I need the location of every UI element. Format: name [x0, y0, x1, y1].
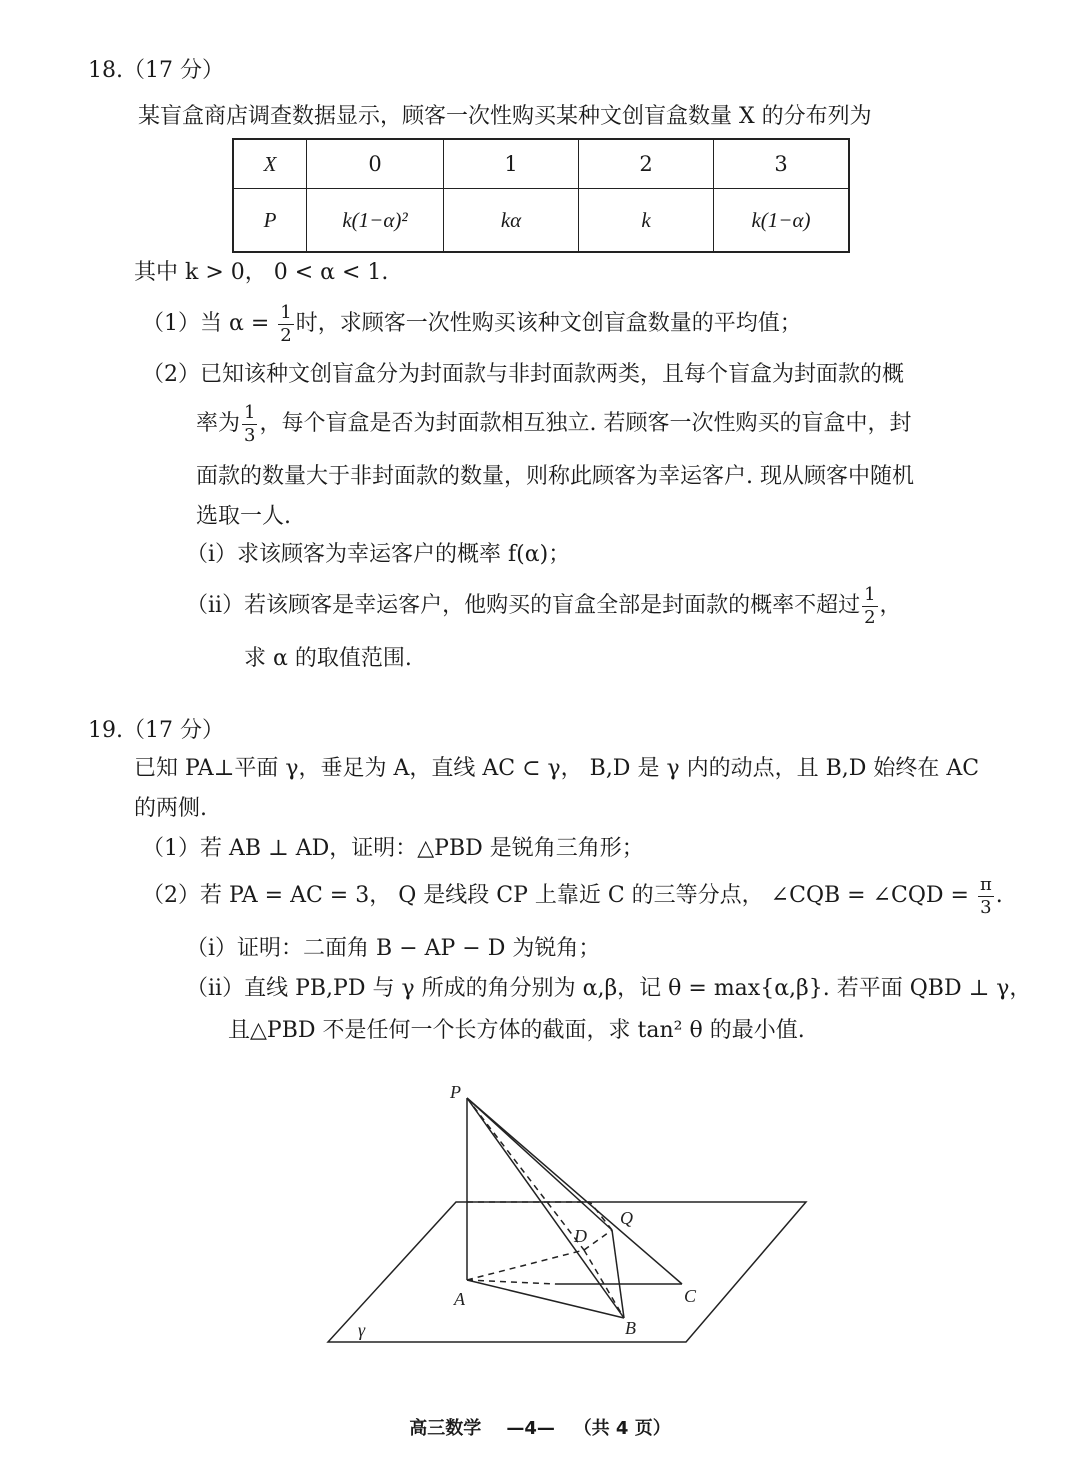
fraction-numerator: 1: [280, 301, 292, 323]
label-B: B: [625, 1318, 636, 1338]
q18-part2-ii-prefix: （ii）若该顾客是幸运客户，他购买的盲盒全部是封面款的概率不超过: [186, 593, 861, 618]
table-cell: 2: [579, 139, 714, 189]
q18-number: 18.: [88, 58, 123, 83]
q19-part2-suffix: .: [995, 883, 1003, 908]
fraction-denominator: 2: [280, 324, 292, 346]
table-cell: P: [233, 189, 307, 253]
fraction-numerator: 1: [864, 583, 876, 605]
fraction-denominator: 3: [980, 896, 992, 918]
q19-part2-ii-line1: （ii）直线 PB,PD 与 γ 所成的角分别为 α,β，记 θ = max{α,β}. 若平面 QBD ⊥ γ，: [186, 976, 1032, 1001]
label-Q: Q: [620, 1208, 633, 1228]
fraction-denominator: 3: [244, 424, 256, 446]
table-cell: kα: [444, 189, 579, 253]
q19-part2-prefix: （2）若 PA = AC = 3， Q 是线段 CP 上靠近 C 的三等分点， ∠CQB = ∠CQD =: [142, 883, 969, 908]
fraction-numerator: 1: [244, 401, 256, 423]
table-cell: k(1−α): [714, 189, 850, 253]
fraction-numerator: π: [979, 873, 992, 895]
q19-part2-ii-line2: 且△PBD 不是任何一个长方体的截面，求 tan² θ 的最小值.: [228, 1018, 805, 1043]
q18-part2-line2-prefix: 率为: [196, 411, 241, 436]
q18-part2-line4: 选取一人.: [196, 504, 291, 529]
q18-score: （17 分）: [123, 58, 224, 83]
q18-part2-ii-line2: 求 α 的取值范围.: [244, 646, 412, 671]
table-cell: X: [233, 139, 307, 189]
q18-part2-line1: （2）已知该种文创盲盒分为封面款与非封面款两类，且每个盲盒为封面款的概: [142, 362, 904, 387]
table-cell: 0: [307, 139, 444, 189]
q19-number: 19.: [88, 718, 123, 743]
q18-part2-line2-suffix: ，每个盲盒是否为封面款相互独立. 若顾客一次性购买的盲盒中，封: [259, 411, 912, 436]
q18-part1-prefix: （1）当 α =: [142, 311, 270, 336]
label-D: D: [574, 1226, 587, 1246]
q18-part2-line3: 面款的数量大于非封面款的数量，则称此顾客为幸运客户. 现从顾客中随机: [196, 464, 914, 489]
table-cell: 1: [444, 139, 579, 189]
plane-gamma: [328, 1202, 806, 1342]
fraction-denominator: 2: [864, 606, 876, 628]
q18-part2-ii-suffix: ，: [879, 593, 902, 618]
table-cell: k: [579, 189, 714, 253]
q19-part1: （1）若 AB ⊥ AD，证明：△PBD 是锐角三角形；: [142, 836, 644, 861]
q19-intro-line1: 已知 PA⊥平面 γ，垂足为 A，直线 AC ⊂ γ， B,D 是 γ 内的动点，且 B,D 始终在 AC: [134, 756, 980, 781]
q18-part2-i: （i）求该顾客为幸运客户的概率 f(α)；: [186, 542, 571, 567]
label-P: P: [450, 1082, 461, 1102]
label-A: A: [454, 1289, 465, 1309]
q18-part1-suffix: 时，求顾客一次性购买该种文创盲盒数量的平均值；: [295, 311, 802, 336]
q19-score: （17 分）: [123, 718, 224, 743]
table-cell: 3: [714, 139, 850, 189]
q18-condition: 其中 k > 0， 0 < α < 1.: [134, 260, 389, 285]
label-gamma: γ: [358, 1320, 366, 1340]
table-cell: k(1−α)²: [307, 189, 444, 253]
q19-part2-i: （i）证明：二面角 B − AP − D 为锐角；: [186, 936, 601, 961]
q19-intro-line2: 的两侧.: [134, 796, 207, 821]
page-footer: 高三数学 —4— （共 4 页）: [409, 1418, 671, 1439]
label-C: C: [684, 1286, 697, 1306]
q18-intro: 某盲盒商店调查数据显示，顾客一次性购买某种文创盲盒数量 X 的分布列为: [138, 104, 872, 129]
